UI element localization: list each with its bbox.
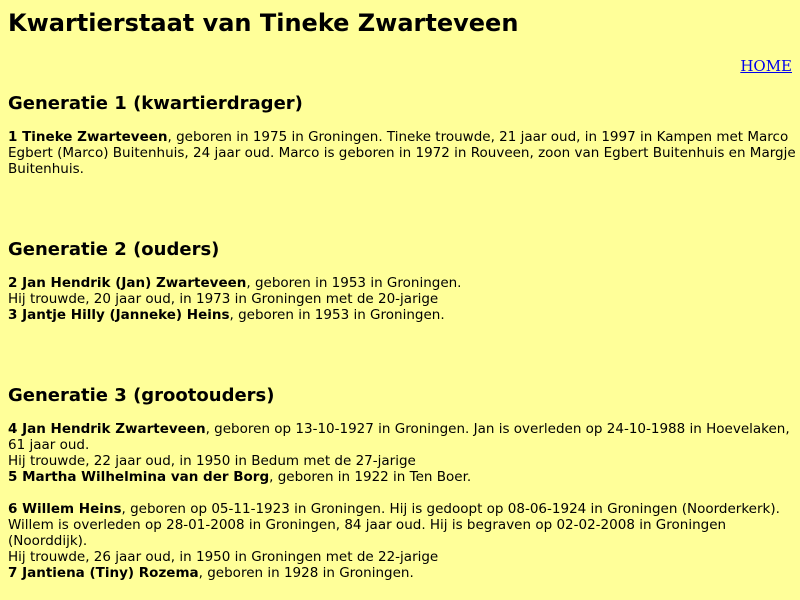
generation-2-section bbox=[8, 239, 798, 323]
person-2-marriage: Hij trouwde, 20 jaar oud, in 1973 in Groningen met de 20-jarige bbox=[8, 291, 439, 307]
person-7-name: 7 Jantiena (Tiny) Rozema bbox=[8, 565, 199, 581]
generation-1-heading: Generatie 1 (kwartierdrager) bbox=[8, 93, 303, 114]
person-7-details: , geboren in 1928 in Groningen. bbox=[198, 565, 414, 581]
person-2-details: , geboren in 1953 in Groningen. bbox=[246, 275, 462, 291]
person-1-details: , geboren in 1975 in Groningen. Tineke trouwde, 21 jaar oud, in 1997 in Kampen met Marco Egbert (Marco) Buitenhuis, 24 jaar oud. Marco is geboren in 1972 in Rouveen, zoon van Egbert Buitenhuis en Margje Buitenhuis. bbox=[8, 129, 796, 177]
person-4-entry bbox=[8, 421, 798, 485]
person-5-name: 5 Martha Wilhelmina van der Borg bbox=[8, 469, 270, 485]
person-4-details: , geboren op 13-10-1927 in Groningen. Jan is overleden op 24-10-1988 in Hoevelaken, 61 jaar oud. bbox=[8, 421, 790, 453]
person-2-name: 2 Jan Hendrik (Jan) Zwarteveen bbox=[8, 275, 247, 291]
person-5-details: , geboren in 1922 in Ten Boer. bbox=[269, 469, 472, 485]
person-6-marriage: Hij trouwde, 26 jaar oud, in 1950 in Groningen met de 22-jarige bbox=[8, 549, 439, 565]
person-2-entry bbox=[8, 275, 798, 323]
generation-3-heading: Generatie 3 (grootouders) bbox=[8, 385, 275, 406]
generation-3-section bbox=[8, 385, 798, 581]
person-6-name: 6 Willem Heins bbox=[8, 501, 122, 517]
person-1-entry bbox=[8, 129, 798, 177]
generation-2-heading: Generatie 2 (ouders) bbox=[8, 239, 220, 260]
person-1-name: 1 Tineke Zwarteveen bbox=[8, 129, 168, 145]
home-link[interactable]: HOME bbox=[740, 57, 792, 75]
generation-1-section bbox=[8, 93, 798, 177]
person-3-details: , geboren in 1953 in Groningen. bbox=[229, 307, 445, 323]
person-4-name: 4 Jan Hendrik Zwarteveen bbox=[8, 421, 206, 437]
page-title: Kwartierstaat van Tineke Zwarteveen bbox=[8, 9, 519, 37]
person-6-entry bbox=[8, 501, 798, 581]
person-6-details: , geboren op 05-11-1923 in Groningen. Hij is gedoopt op 08-06-1924 in Groningen (Noorderkerk). Willem is overleden op 28-01-2008 in Groningen, 84 jaar oud. Hij is begraven op 02-02-2008 in Groningen (Noorddijk). bbox=[8, 501, 780, 549]
person-3-name: 3 Jantje Hilly (Janneke) Heins bbox=[8, 307, 230, 323]
person-4-marriage: Hij trouwde, 22 jaar oud, in 1950 in Bedum met de 27-jarige bbox=[8, 453, 416, 469]
